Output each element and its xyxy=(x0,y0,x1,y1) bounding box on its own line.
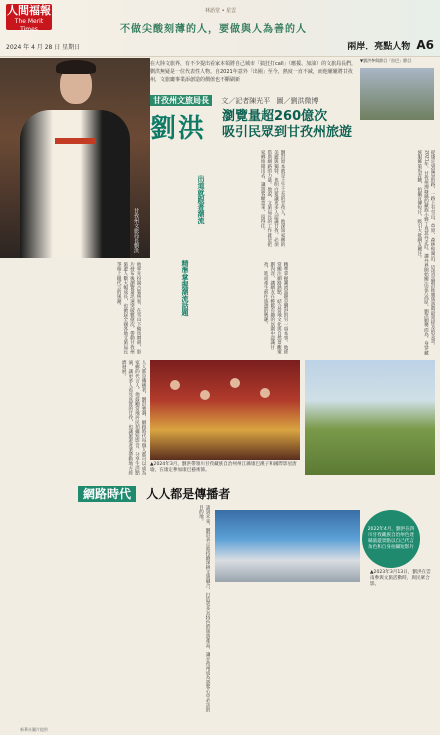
photo-credit: 圖／劉洪微博 xyxy=(276,97,319,105)
page-number: A6 xyxy=(416,38,434,52)
hero-caption: 甘孜州文旅局長劉洪 xyxy=(133,208,139,253)
person-shape xyxy=(200,390,210,400)
person-shape xyxy=(170,380,180,390)
author-credit: 文／記者陳光平 xyxy=(221,97,271,105)
masthead xyxy=(0,0,440,57)
headline xyxy=(222,109,352,141)
event-photo xyxy=(215,510,360,582)
festival-photo xyxy=(150,360,300,460)
photo-caption: ▲2023年3月13日，劉洪在雲南參與文旅活動時，與民眾合影。 xyxy=(370,570,431,587)
body-column: 精準掌握潮流話題是劉洪的另一項本事。他經常關注網路熱點，結合當地文化與自然景觀策劃內容，讓網友在輕鬆有趣的氛圍中認識甘孜，進而產生前往旅遊的興趣。 xyxy=(263,262,288,354)
slogan: 不做尖酸刻薄的人，要做與人為善的人 xyxy=(120,24,307,35)
title-badge: 甘孜州文旅局長 xyxy=(150,95,212,106)
hair-shape xyxy=(56,60,96,74)
sash-shape xyxy=(55,138,95,144)
newspaper-logo xyxy=(6,4,52,33)
logo-sub: The Merit Times xyxy=(14,18,44,33)
person-shape xyxy=(260,388,270,398)
inset-caption: ▼劉洪參與節目「拉巴」節目 xyxy=(360,58,412,63)
issue-date: 2024 年 4 月 28 日 星期日 xyxy=(6,44,81,51)
body-column: 他率先扮演古裝俠客，在雪山下騎馬舞劍，影片發布後瀏覽量迅速突破數億次，帶動甘孜州旅遊人數大幅成長，也掀起全國各地文旅局長爭相上鏡代言的風潮。 xyxy=(116,262,141,354)
footer-note: 新華社圖片提供 xyxy=(20,727,48,732)
robe-shape xyxy=(20,110,130,258)
headline-line1: 瀏覽量超260億次 xyxy=(222,109,328,124)
caption-bubble: 2022年4月，劉洪在四川甘孜藏族自治州色達縣旅遊景點以自己代言角色和自身拍攝短影片 xyxy=(362,510,420,568)
section-badge: 網路時代 xyxy=(78,486,136,502)
section-heading-title: 人人都是傳播者 xyxy=(146,487,231,501)
photo-caption: ▲2024年3月，劉洪帶領川甘孜藏族自治州州江縣康巴漢子和國際影星唐瑜，在康定參加康巴藝術節。 xyxy=(150,462,297,473)
masthead-topline: 林語堂 • 星雲 xyxy=(205,8,237,14)
intro-paragraph: 在大陸文旅界，有不少提出看家本領將自己城市「搞狂打call」（應援、加油）的文旅局長們，劉洪無疑是一位代表性人物。自2021年意外「出圈」至今，熱度一直不減，而他屢屢將甘孜州，文旅廳事業添創造的價值也不斷刷新 xyxy=(150,61,357,83)
section-heading xyxy=(78,485,230,502)
inset-photo xyxy=(360,68,434,120)
logo-main: 人間福報 xyxy=(7,4,51,17)
person-shape xyxy=(230,378,240,388)
subhead: 精準掌握潮流話題 xyxy=(181,260,189,316)
subhead: 出道就跟著潮流 xyxy=(197,175,205,224)
section-name: 兩岸．亮點人物 xyxy=(347,42,411,52)
byline xyxy=(150,95,318,106)
body-column: 人人都是傳播者，劉洪強調，網路時代每個人都可以成為家鄉的代言人。他鼓勵當地居民拍攝短影音，分享生活點滴，讓更多人看見真實的甘孜，也讓旅遊產業帶動地方經濟發展。 xyxy=(121,360,146,475)
horse-photo xyxy=(305,360,435,475)
body-column: 劉洪原本就是土生土長的甘孜人，他深知家鄉的美麗與獨特，也明白要讓更多人認識甘孜，必須借助網路的力量。他說，文旅局長的工作就是把家鄉推銷出去，讓遊客願意來、留得住。 xyxy=(260,150,285,247)
body-column: 談到未來，劉洪表示將持續深耕文旅融合，打造更多具特色的旅遊產品，讓甘孜州成為遊客心中必訪的目的地。 xyxy=(198,505,210,712)
headline-line2: 吸引民眾到甘孜州旅遊 xyxy=(222,125,353,140)
headline-name: 劉洪 xyxy=(150,114,207,144)
section-title xyxy=(347,38,434,52)
body-column: 從康定到溫泉的路，一路上有雪山、草原、森林和湖泊，這也是劉洪推廣旅遊時最常提及的美景。2021年，甘孜州理塘縣的藏族小夥丁真意外走紅，讓外界開始關注這片高原。劉洪順勢而為，身穿藏族服飾策馬奔騰，拍攝宣傳短片，吸引大批網友關注。 xyxy=(416,150,435,355)
hero-portrait xyxy=(0,58,150,258)
